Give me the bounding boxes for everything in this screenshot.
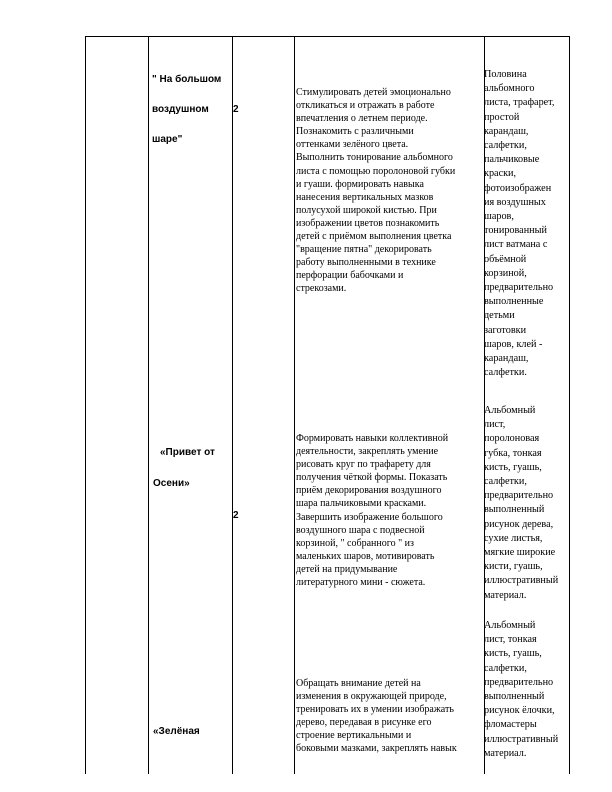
lesson-goal-text: Стимулировать детей эмоционально откликаться и отражать в работе впечатления о летнем периоде. Познакомить с различными оттенками зелёного цвета. Выполнить тонирование альбомного листа с помощью поролоновой губки и гуаши. формировать навыка нанесения вертикальных мазков полусухой широкой кистью. При изображении цветов познакомить детей с приёмом выполнения цветка "вращение пятна" декорировать работу выполненными в технике перфорации бабочками и стрекозами.: [296, 87, 456, 295]
table-border-top: [85, 36, 569, 37]
lesson-goal-text: Формировать навыки коллективной деятельности, закреплять умение рисовать круг по трафарету для получения чёткой формы. Показать приём декорирования воздушного шара пальчиковыми красками. Завершить изображение большого воздушного шара с подвесной корзиной, " собранного " из маленьких шаров, мотивировать детей на придумывание литературного мини - сюжета.: [296, 433, 449, 589]
lesson-title-line: Осени»: [153, 478, 190, 489]
table-column-divider: [148, 36, 149, 774]
lesson-title-line: воздушном: [152, 104, 209, 115]
lesson-hours: 2: [233, 104, 239, 115]
table-border-left: [85, 36, 86, 774]
lesson-materials-text: Половина альбомного листа, трафарет, простой карандаш, салфетки, пальчиковые краски, фотоизображен ия воздушных шаров, тонированный лист ватмана с объёмной корзиной, предварительно выполненные детьми заготовки шаров, клей - карандаш, салфетки.: [484, 69, 555, 379]
table-column-divider: [232, 36, 233, 774]
lesson-title-line: «Зелёная: [153, 726, 200, 737]
lesson-title-line: шаре": [152, 134, 183, 145]
lesson-hours: 2: [233, 510, 239, 521]
lesson-title-line: «Привет от: [160, 447, 215, 458]
lesson-title-line: " На большом: [152, 74, 222, 85]
table-column-divider: [294, 36, 295, 774]
lesson-goal-text: Обращать внимание детей на изменения в окружающей природе, тренировать их в умении изображать дерево, передавая в рисунке его строение вертикальными и боковыми мазками, закреплять навык: [296, 678, 457, 755]
lesson-materials-text: Альбомный лист, тонкая кисть, гуашь, салфетки, предварительно выполненный рисунок ёлочки, фломастеры иллюстративный материал.: [484, 620, 559, 759]
lesson-materials-text: Альбомный лист, поролоновая губка, тонкая кисть, гуашь, салфетки, предварительно выполненный рисунок дерева, сухие листья, мягкие широкие кисти, гуашь, иллюстративный материал.: [484, 405, 559, 601]
